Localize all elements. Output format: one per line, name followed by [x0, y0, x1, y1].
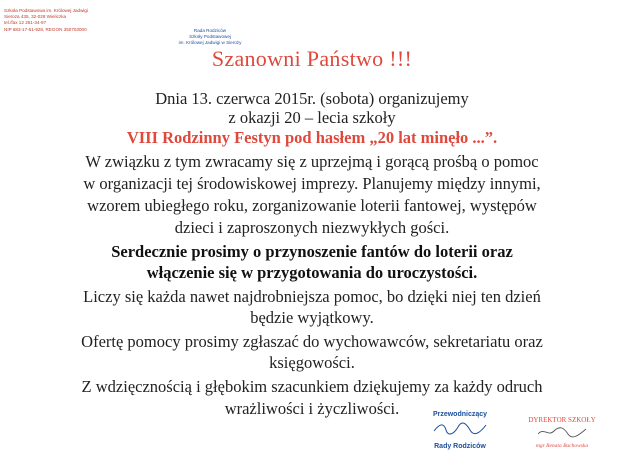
body-line: Liczy się każda nawet najdrobniejsza pomoc, bo dzięki niej ten dzień [83, 287, 541, 306]
parents-council-stamp [140, 28, 280, 47]
body-line: Z wdzięcznością i głębokim szacunkiem dziękujemy za każdy odruch [81, 377, 543, 396]
body-line: wzorem ubiegłego roku, zorganizowanie loterii fantowej, występów [87, 196, 537, 215]
body-line: z okazji 20 – lecia szkoły [228, 108, 396, 127]
body-line: dzieci i zaproszonych niezwykłych gości. [174, 218, 450, 237]
signature-director-name: mgr Renata Bachowska [535, 443, 589, 449]
signature-chair-subtitle: Rady Rodziców [434, 443, 486, 450]
body-line: Dnia 13. czerwca 2015r. (sobota) organizujemy [155, 89, 469, 108]
signature-director-title: DYREKTOR SZKOŁY [528, 416, 596, 424]
handwritten-signature [430, 419, 490, 437]
signature-director [514, 416, 610, 449]
council-stamp-line: Szkoły Podstawowej [189, 34, 231, 40]
body-line: księgowości. [269, 353, 355, 372]
school-stamp-line: tel./fax 12 251-34-97 [4, 20, 47, 26]
highlight-line: Serdecznie prosimy o przynoszenie fantów do loterii oraz [111, 242, 513, 261]
handwritten-signature [532, 426, 592, 438]
school-stamp-line: Szkoła Podstawowa im. Królowej Jadwigi [4, 8, 88, 13]
council-stamp-line: Rada Rodziców [193, 28, 227, 33]
council-stamp-line: im. Królowej Jadwigi w Sieroży [178, 40, 242, 46]
school-stamp-line: NIP 683-17-61-928, REGON 350703000 [4, 26, 87, 32]
festival-title-line: VIII Rodzinny Festyn pod hasłem „20 lat minęło ...”. [126, 128, 498, 147]
body-line: wrażliwości i życzliwości. [224, 399, 400, 418]
school-stamp [4, 8, 134, 33]
signature-chair [420, 410, 500, 451]
body-line: W związku z tym zwracamy się z uprzejmą i gorącą prośbą o pomoc [85, 152, 539, 171]
body-line: w organizacji tej środowiskowej imprezy. Planujemy między innymi, [83, 174, 541, 193]
body-line: będzie wyjątkowy. [250, 308, 374, 327]
school-stamp-line: Sieroza 435, 32-028 Wieliczka [4, 14, 67, 20]
body-line: Ofertę pomocy prosimy zgłaszać do wychowawców, sekretariatu oraz [81, 332, 543, 351]
highlight-line: włączenie się w przygotowania do uroczystości. [146, 263, 478, 282]
greeting-heading: Szanowni Państwo !!! [211, 46, 413, 71]
signature-chair-title: Przewodniczący [432, 411, 488, 418]
